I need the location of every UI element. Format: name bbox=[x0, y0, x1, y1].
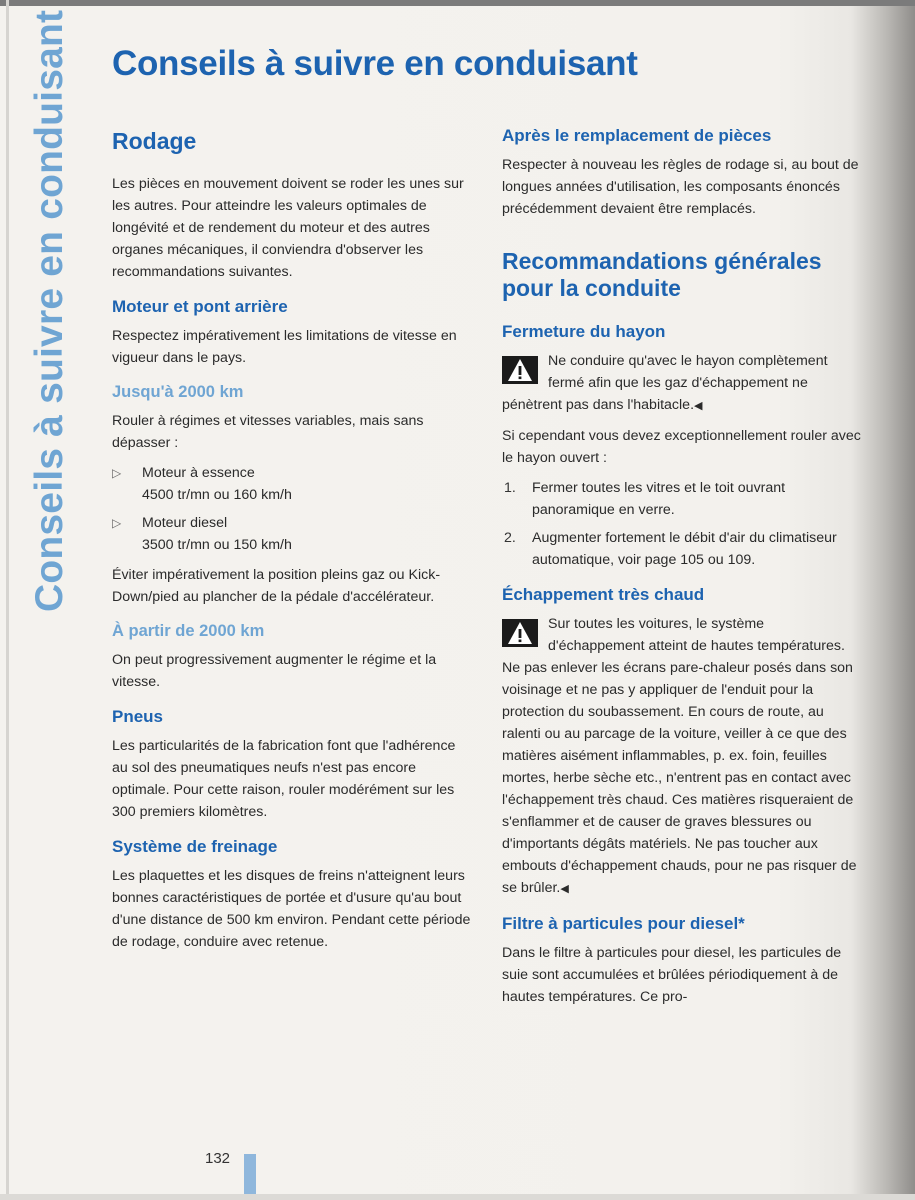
step-text: Augmenter fortement le débit d'air du climatiseur automatique, voir page 105 ou 109. bbox=[532, 530, 837, 568]
page-number-bar bbox=[244, 1154, 256, 1198]
list-item bbox=[112, 512, 472, 556]
engine-limits-list bbox=[112, 462, 472, 556]
hayon-steps-list bbox=[502, 477, 864, 571]
apartir-heading: À partir de 2000 km bbox=[112, 622, 265, 640]
pneus-heading: Pneus bbox=[112, 707, 164, 726]
top-edge bbox=[0, 0, 915, 6]
freinage-text: Les plaquettes et les disques de freins n'atteignent leurs bonnes caractéristiques de portée et d'usure qu'au bout d'une distance de 500 km environ. Pendant cette période de rodage, conduire avec retenue. bbox=[112, 868, 471, 950]
left-column bbox=[112, 122, 472, 961]
bottom-edge bbox=[0, 1194, 915, 1200]
list-item-value: 3500 tr/mn ou 150 km/h bbox=[142, 537, 292, 553]
filtre-heading: Filtre à particules pour diesel* bbox=[502, 914, 745, 933]
bullet-arrow-icon: ▷ bbox=[112, 516, 122, 530]
echappement-warning-text: Sur toutes les voitures, le système d'échappement atteint de hautes températures. Ne pas enlever les écrans pare-chaleur posés dans son voisinage et ne pas y appliquer de l'enduit pour la protection du soubassement. En cours de route, au ralenti ou au parcage de la voiture, veiller à ce que des matières aisément inflammables, p. ex. foin, feuilles mortes, herbe sèche etc., n'entrent pas en contact avec l'échappement très chaud. Ces matières risqueraient de s'enflammer et de causer de graves blessures ou d'importants dégâts matériels. Ne pas toucher aux embouts d'échappement chauds, pour ne pas risquer de se brûler. bbox=[502, 616, 857, 896]
freinage-heading: Système de freinage bbox=[112, 837, 278, 856]
left-edge bbox=[6, 0, 9, 1200]
hayon-text: Si cependant vous devez exceptionnellement rouler avec le hayon ouvert : bbox=[502, 428, 861, 466]
jusqu-heading: Jusqu'à 2000 km bbox=[112, 383, 244, 401]
moteur-text: Respectez impérativement les limitations de vitesse en vigueur dans le pays. bbox=[112, 328, 457, 366]
step-text: Fermer toutes les vitres et le toit ouvrant panoramique en verre. bbox=[532, 480, 786, 518]
hayon-heading: Fermeture du hayon bbox=[502, 322, 666, 341]
apartir-text: On peut progressivement augmenter le régime et la vitesse. bbox=[112, 652, 437, 690]
right-column bbox=[502, 126, 864, 1016]
rodage-text: Les pièces en mouvement doivent se roder les unes sur les autres. Pour atteindre les valeurs optimales de longévité et de rendement du moteur et des autres organes mécaniques, il conviendra d'observer les recommandations suivantes. bbox=[112, 176, 464, 280]
rodage-heading: Rodage bbox=[112, 128, 197, 154]
jusqu-text: Rouler à régimes et vitesses variables, mais sans dépasser : bbox=[112, 413, 424, 451]
hayon-warning bbox=[502, 350, 864, 417]
step-number: 1. bbox=[504, 480, 516, 496]
end-marker-icon: ◀ bbox=[560, 883, 569, 895]
apres-heading: Après le remplacement de pièces bbox=[502, 126, 772, 145]
list-item-label: Moteur diesel bbox=[142, 515, 228, 531]
echappement-heading: Échappement très chaud bbox=[502, 585, 705, 604]
hayon-warning-text: Ne conduire qu'avec le hayon complètement fermé afin que les gaz d'échappement ne pénètrent pas dans l'habitacle. bbox=[502, 353, 828, 413]
moteur-heading: Moteur et pont arrière bbox=[112, 297, 288, 316]
pneus-text: Les particularités de la fabrication font que l'adhérence au sol des pneumatiques neufs n'est pas encore optimale. Pour cette raison, rouler modérément sur les 300 premiers kilomètres. bbox=[112, 738, 456, 820]
list-item-label: Moteur à essence bbox=[142, 465, 255, 481]
list-item-value: 4500 tr/mn ou 160 km/h bbox=[142, 487, 292, 503]
filtre-text: Dans le filtre à particules pour diesel, les particules de suie sont accumulées et brûlées périodiquement à de hautes températures. Ce pro- bbox=[502, 945, 842, 1005]
apres-text: Respecter à nouveau les règles de rodage si, au bout de longues années d'utilisation, les composants énoncés précédemment devaient être remplacés. bbox=[502, 157, 859, 217]
warning-triangle-icon bbox=[502, 356, 538, 384]
page-number: 132 bbox=[205, 1150, 231, 1167]
echappement-warning bbox=[502, 613, 864, 900]
list-item bbox=[112, 462, 472, 506]
warning-triangle-icon bbox=[502, 619, 538, 647]
side-section-title: Conseils à suivre en conduisant bbox=[28, 9, 71, 612]
page-title: Conseils à suivre en conduisant bbox=[112, 44, 638, 83]
eviter-text: Éviter impérativement la position pleins gaz ou Kick-Down/pied au plancher de la pédale d'accélérateur. bbox=[112, 567, 441, 605]
list-item bbox=[502, 477, 864, 521]
step-number: 2. bbox=[504, 530, 516, 546]
end-marker-icon: ◀ bbox=[694, 400, 703, 412]
list-item bbox=[502, 527, 864, 571]
bullet-arrow-icon: ▷ bbox=[112, 466, 122, 480]
recommandations-heading: Recommandations générales pour la conduite bbox=[502, 248, 822, 301]
